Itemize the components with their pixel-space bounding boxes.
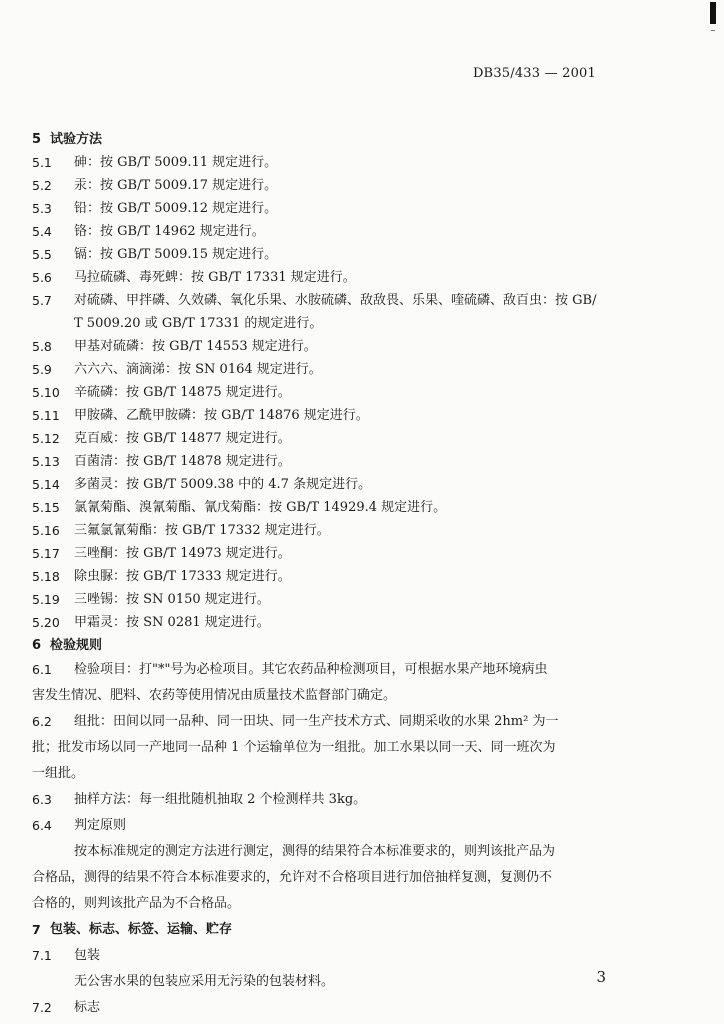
clause-number: 5.18 xyxy=(32,569,60,584)
clause-5-5 xyxy=(32,243,638,266)
clause-6-4-heading xyxy=(32,813,638,839)
clause-5-14 xyxy=(32,473,638,496)
clause-5-9 xyxy=(32,358,638,381)
clause-text-block xyxy=(32,709,638,787)
clause-number: 5.6 xyxy=(32,270,52,285)
section-7-heading xyxy=(32,917,638,943)
clause-title-block xyxy=(32,813,638,839)
clause-6-3 xyxy=(32,787,638,813)
clause-text-block xyxy=(32,787,638,813)
clause-text-line-1: 检验项目：打"*"号为必检项目。其它农药品种检测项目，可根据水果产地环境病虫 xyxy=(74,662,548,677)
clause-text: 克百威：按 GB/T 14877 规定进行。 xyxy=(74,431,291,446)
section-title: 检验规则 xyxy=(50,638,103,653)
clause-number: 5.12 xyxy=(32,431,60,446)
clause-number: 5.4 xyxy=(32,224,52,239)
clause-text-line-2: 批；批发市场以同一产地同一品种 1 个运输单位为一组批。加工水果以同一天、同一班次为 xyxy=(32,740,556,755)
clause-number: 7.1 xyxy=(32,948,52,963)
clause-number: 5.11 xyxy=(32,408,60,423)
clause-number: 5.13 xyxy=(32,454,60,469)
clause-number: 5.17 xyxy=(32,546,60,561)
clause-number: 6.3 xyxy=(32,792,52,807)
clause-number: 5.2 xyxy=(32,178,52,193)
standard-code: DB35/433 — 2001 xyxy=(472,66,596,81)
clause-7-1-heading xyxy=(32,943,638,969)
clause-text-line-1: 组批：田间以同一品种、同一田块、同一生产技术方式、同期采收的水果 2hm² 为一 xyxy=(74,714,559,729)
clause-number: 5.9 xyxy=(32,362,52,377)
section-title: 试验方法 xyxy=(50,132,103,147)
clause-5-13 xyxy=(32,450,638,473)
clause-text-block xyxy=(32,969,638,995)
clause-number: 5.20 xyxy=(32,615,60,630)
clause-number: 6.1 xyxy=(32,662,52,677)
clause-number: 6.4 xyxy=(32,818,52,833)
clause-text-line-2: 合格品，测得的结果不符合本标准要求的，允许对不合格项目进行加倍抽样复测，复测仍不 xyxy=(32,870,553,885)
clause-number: 5.10 xyxy=(32,385,60,400)
section-title: 包装、标志、标签、运输、贮存 xyxy=(50,922,233,937)
clause-5-17 xyxy=(32,542,638,565)
clause-6-1 xyxy=(32,657,638,709)
clause-text-line-1: 无公害水果的包装应采用无污染的包装材料。 xyxy=(74,974,335,989)
clause-number: 5.14 xyxy=(32,477,60,492)
clause-text: 百菌清：按 GB/T 14878 规定进行。 xyxy=(74,454,291,469)
section-6-heading xyxy=(32,634,638,657)
clause-text-continued: T 5009.20 或 GB/T 17331 的规定进行。 xyxy=(74,316,323,331)
clause-5-18 xyxy=(32,565,638,588)
clause-5-3 xyxy=(32,197,638,220)
clause-number: 7.2 xyxy=(32,1000,52,1015)
clause-text: 镉：按 GB/T 5009.15 规定进行。 xyxy=(74,247,278,262)
section-5-heading xyxy=(32,128,638,151)
clause-text: 甲胺磷、乙酰甲胺磷：按 GB/T 14876 规定进行。 xyxy=(74,408,369,423)
clause-5-16 xyxy=(32,519,638,542)
clause-text: 三唑锡：按 SN 0150 规定进行。 xyxy=(74,592,270,607)
clause-6-4-body xyxy=(32,839,638,917)
clause-5-20 xyxy=(32,611,638,634)
clause-text: 对硫磷、甲拌磷、久效磷、氧化乐果、水胺硫磷、敌敌畏、乐果、喹硫磷、敌百虫：按 GB/ xyxy=(74,293,597,308)
clause-7-1-body xyxy=(32,969,638,995)
section-number: 6 xyxy=(32,638,42,653)
section-title-block xyxy=(32,917,638,943)
clause-text: 除虫脲：按 GB/T 17333 规定进行。 xyxy=(74,569,291,584)
clause-5-1 xyxy=(32,151,638,174)
clause-text-line-1: 按本标准规定的测定方法进行测定，测得的结果符合本标准要求的，则判该批产品为 xyxy=(74,844,556,859)
clause-number: 5.1 xyxy=(32,155,52,170)
clause-text: 甲基对硫磷：按 GB/T 14553 规定进行。 xyxy=(74,339,317,354)
clause-text: 三唑酮：按 GB/T 14973 规定进行。 xyxy=(74,546,291,561)
clause-5-2 xyxy=(32,174,638,197)
clause-5-12 xyxy=(32,427,638,450)
clause-number: 5.19 xyxy=(32,592,60,607)
clause-number: 5.16 xyxy=(32,523,60,538)
clause-5-7 xyxy=(32,289,638,312)
clause-text-block xyxy=(32,839,638,917)
clause-6-2 xyxy=(32,709,638,787)
clause-5-6 xyxy=(32,266,638,289)
document-body xyxy=(32,128,638,1021)
clause-text: 铅：按 GB/T 5009.12 规定进行。 xyxy=(74,201,278,216)
clause-5-10 xyxy=(32,381,638,404)
clause-title: 包装 xyxy=(74,948,101,963)
clause-text-line-1: 抽样方法：每一组批随机抽取 2 个检测样共 3kg。 xyxy=(74,792,367,807)
clause-number: 5.7 xyxy=(32,293,52,308)
clause-text: 铬：按 GB/T 14962 规定进行。 xyxy=(74,224,265,239)
clause-text: 汞：按 GB/T 5009.17 规定进行。 xyxy=(74,178,278,193)
clause-text: 六六六、滴滴涕：按 SN 0164 规定进行。 xyxy=(74,362,322,377)
clause-text-line-2: 害发生情况、肥料、农药等使用情况由质量技术监督部门确定。 xyxy=(32,688,397,703)
section-5-items xyxy=(32,151,638,634)
clause-text: 氯氰菊酯、溴氰菊酯、氰戊菊酯：按 GB/T 14929.4 规定进行。 xyxy=(74,500,447,515)
clause-text-line-3: 一组批。 xyxy=(32,766,85,781)
clause-title: 判定原则 xyxy=(74,818,127,833)
scan-edge-mark xyxy=(710,2,716,24)
clause-title: 标志 xyxy=(74,1000,101,1015)
clause-5-15 xyxy=(32,496,638,519)
clause-text-line-3: 合格的，则判该批产品为不合格品。 xyxy=(32,896,241,911)
clause-number: 6.2 xyxy=(32,714,52,729)
page-number: 3 xyxy=(596,968,606,986)
clause-number: 5.3 xyxy=(32,201,52,216)
section-number: 5 xyxy=(32,132,42,147)
clause-text: 马拉硫磷、毒死蜱：按 GB/T 17331 规定进行。 xyxy=(74,270,356,285)
section-number: 7 xyxy=(32,922,41,937)
clause-number: 5.15 xyxy=(32,500,60,515)
clause-text: 甲霜灵：按 SN 0281 规定进行。 xyxy=(74,615,270,630)
scan-edge-tick xyxy=(711,30,715,31)
clause-number: 5.5 xyxy=(32,247,52,262)
clause-text: 辛硫磷：按 GB/T 14875 规定进行。 xyxy=(74,385,291,400)
clause-7-2-heading xyxy=(32,995,638,1021)
clause-5-11 xyxy=(32,404,638,427)
clause-5-7-continued xyxy=(32,312,638,335)
clause-title-block xyxy=(32,995,638,1021)
clause-title-block xyxy=(32,943,638,969)
clause-number: 5.8 xyxy=(32,339,52,354)
clause-5-19 xyxy=(32,588,638,611)
clause-text-block xyxy=(32,657,638,709)
clause-text: 多菌灵：按 GB/T 5009.38 中的 4.7 条规定进行。 xyxy=(74,477,372,492)
clause-5-4 xyxy=(32,220,638,243)
clause-text: 三氟氯氰菊酯：按 GB/T 17332 规定进行。 xyxy=(74,523,330,538)
clause-text: 砷：按 GB/T 5009.11 规定进行。 xyxy=(74,155,278,170)
clause-5-8 xyxy=(32,335,638,358)
